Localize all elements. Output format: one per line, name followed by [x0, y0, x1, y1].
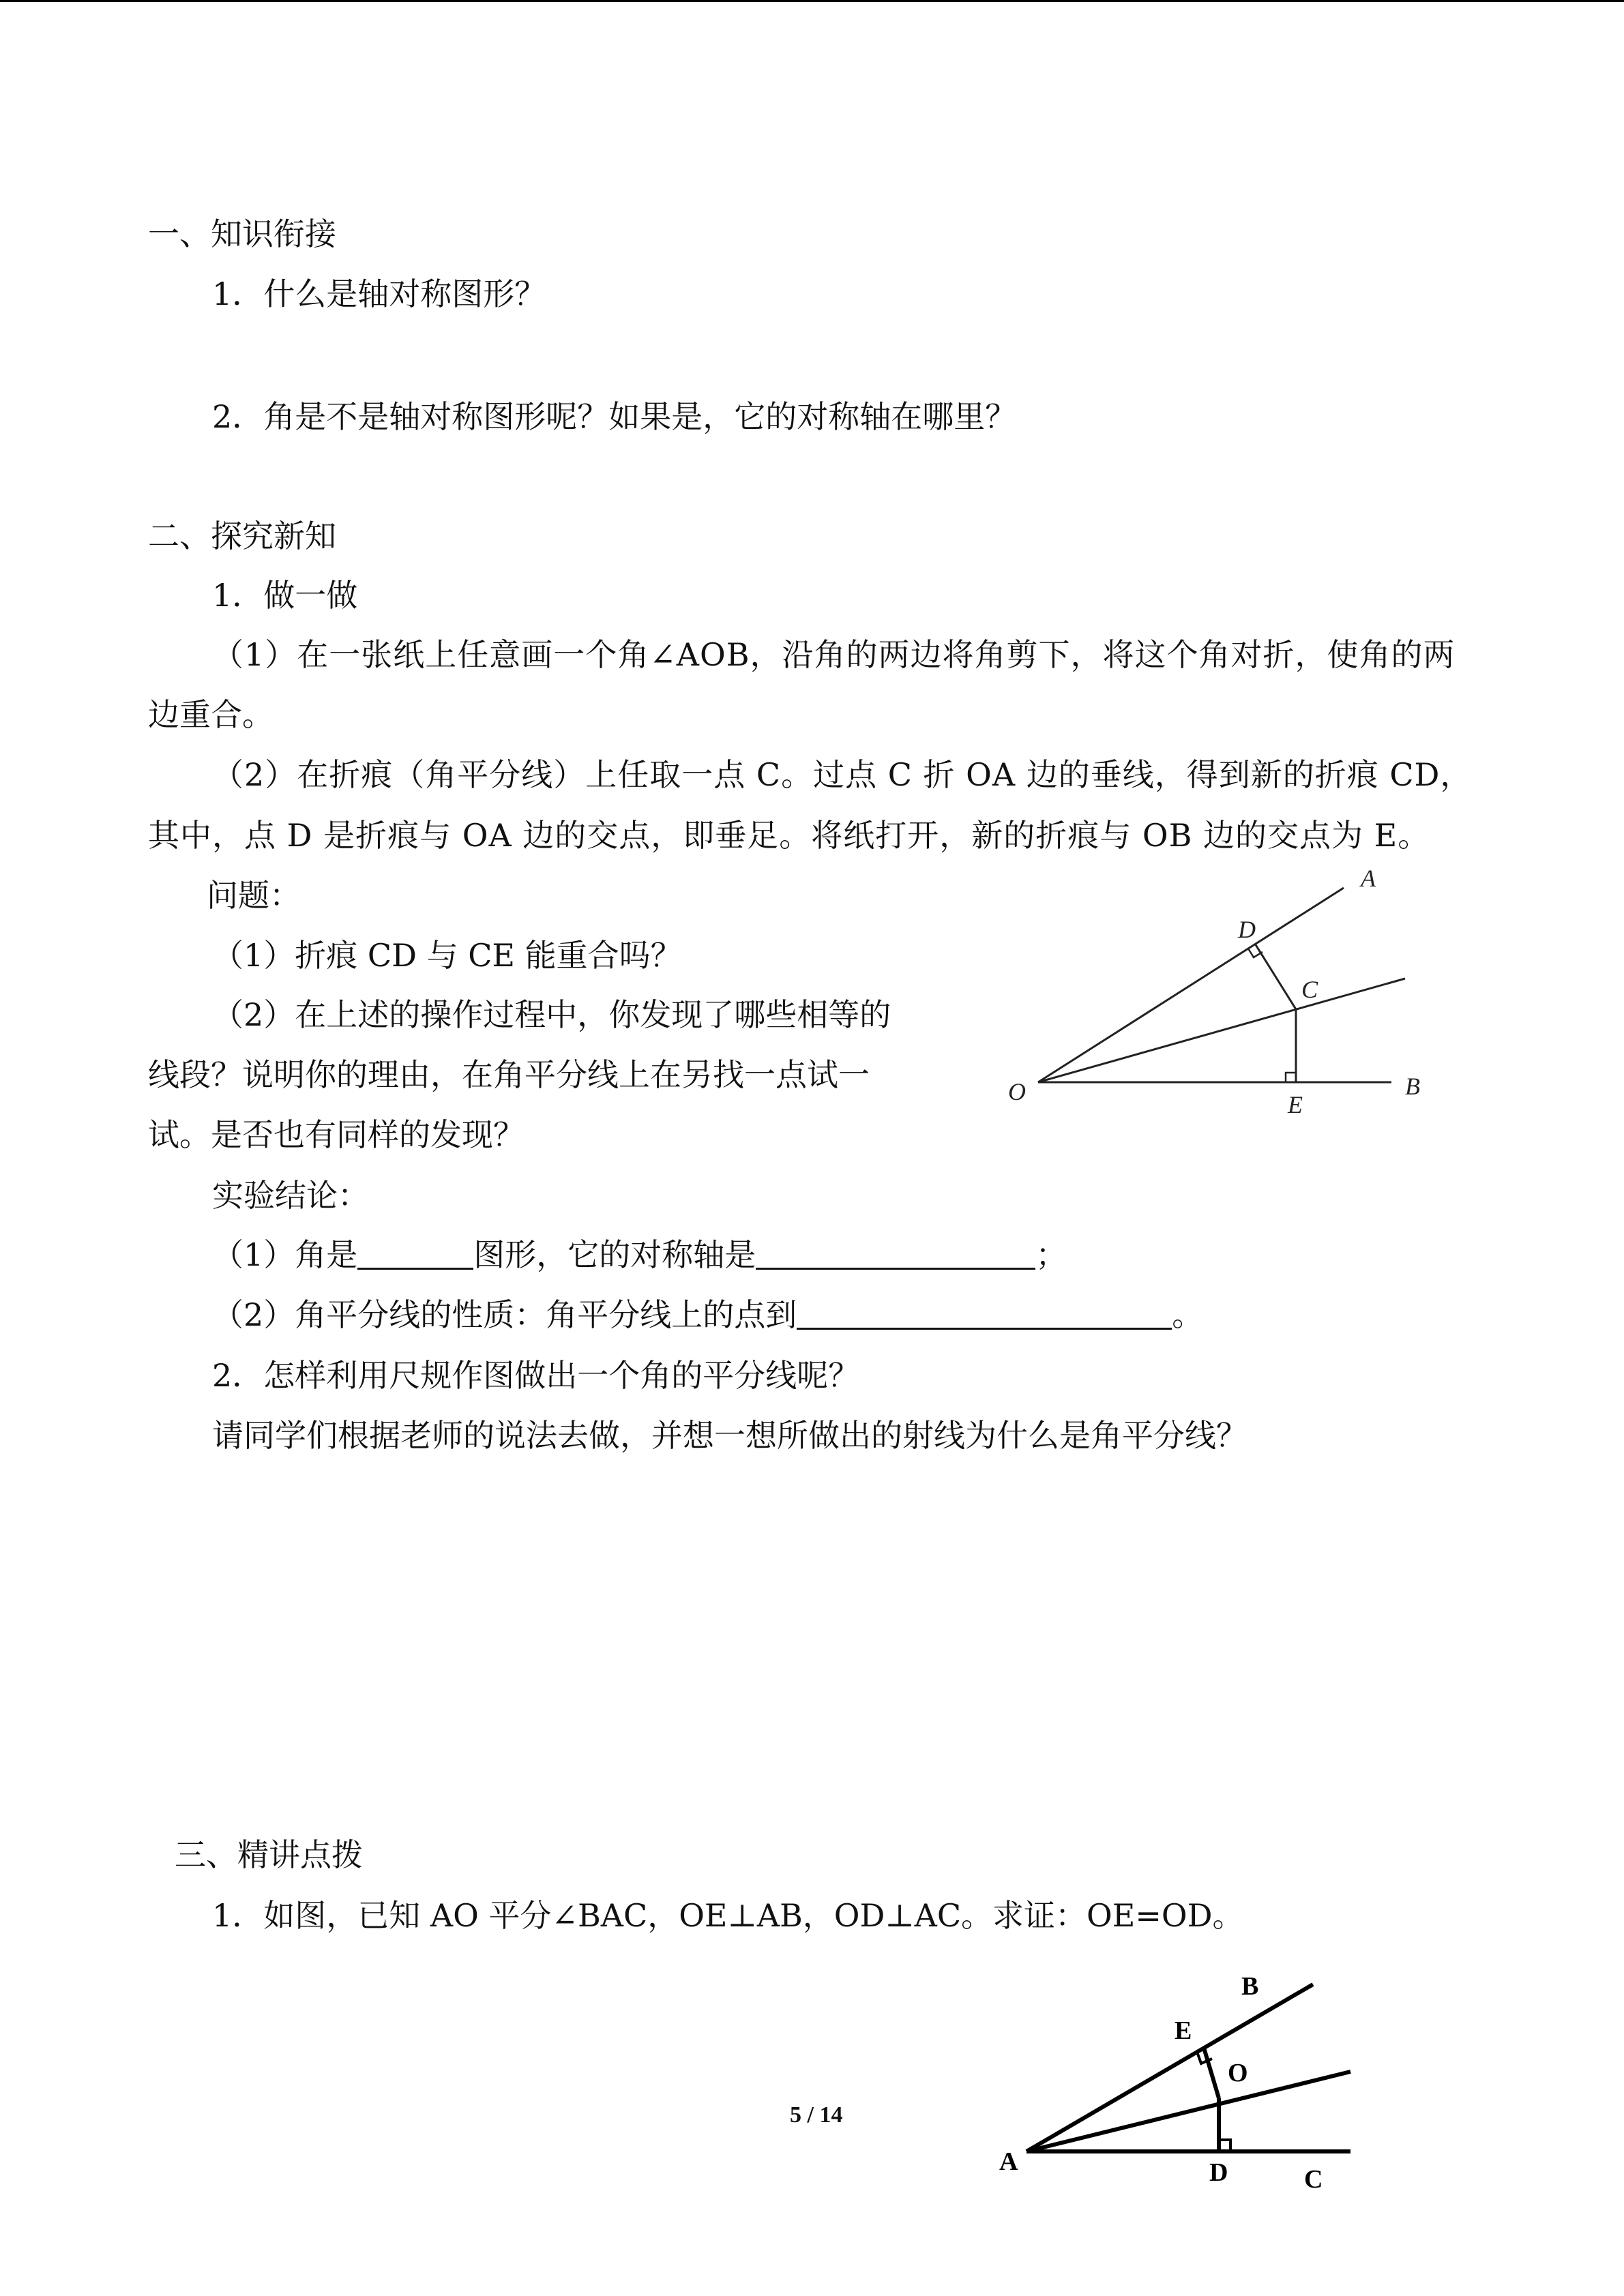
figure-proof: [982, 1964, 1405, 2209]
label-d2: D: [1209, 2158, 1228, 2187]
label-b2: B: [1241, 1972, 1259, 2001]
construction-text: 请同学们根据老师的说法去做，并想一想所做出的射线为什么是角平分线？: [212, 1417, 1247, 1454]
label-o2: O: [1228, 2059, 1248, 2087]
section-2-title: 二、探究新知: [148, 518, 336, 554]
question-a: （1）折痕 CD 与 CE 能重合吗？: [212, 937, 682, 974]
question-b-line-2: 线段？说明你的理由，在角平分线上在另找一点试一: [148, 1056, 870, 1093]
label-e2: E: [1175, 2016, 1192, 2045]
section-1-title: 一、知识衔接: [148, 215, 336, 252]
label-b: B: [1405, 1073, 1420, 1100]
conclusion-1: [212, 1236, 1067, 1274]
blank-2[interactable]: [756, 1238, 1035, 1270]
label-c2: C: [1304, 2165, 1323, 2194]
ray-oa: [1038, 888, 1344, 1082]
question-b-line-3: 试。是否也有同样的发现？: [148, 1116, 525, 1153]
conclusion-1-text-c: ；: [1035, 1236, 1067, 1273]
conclusion-2-text-b: 。: [1172, 1296, 1204, 1333]
subsection-construction: 2．怎样利用尺规作图做出一个角的平分线呢？: [212, 1357, 860, 1394]
label-o: O: [1008, 1078, 1026, 1105]
label-e: E: [1288, 1091, 1303, 1118]
paragraph-2-line-2: 其中，点 D 是折痕与 OA 边的交点，即垂足。将纸打开，新的折痕与 OB 边的交点为 E。: [148, 817, 1430, 854]
example-1: 1．如图，已知 AO 平分∠BAC，OE⊥AB，OD⊥AC。求证：OE=OD。: [212, 1897, 1244, 1934]
paragraph-1-line-2: 边重合。: [148, 696, 274, 733]
ray-ab: [1027, 1984, 1313, 2151]
paragraph-2-line-1: （2）在折痕（角平分线）上任取一点 C。过点 C 折 OA 边的垂线，得到新的折痕 CD，: [212, 756, 1473, 793]
segment-oe: [1204, 2048, 1219, 2098]
right-angle-mark-e: [1286, 1073, 1296, 1082]
figure-angle-bisector: [989, 859, 1453, 1132]
blank-1[interactable]: [357, 1238, 473, 1270]
conclusion-label: 实验结论：: [212, 1177, 369, 1214]
questions-label: 问题：: [207, 877, 301, 914]
bisector-oc: [1038, 979, 1405, 1082]
conclusion-2: [212, 1296, 1203, 1334]
conclusion-1-text-b: 图形，它的对称轴是: [473, 1236, 756, 1273]
conclusion-1-text-a: （1）角是: [212, 1236, 358, 1273]
paragraph-1-line-1: （1）在一张纸上任意画一个角∠AOB，沿角的两边将角剪下，将这个角对折，使角的两: [212, 636, 1456, 673]
page-number: 5 / 14: [790, 2102, 843, 2128]
page-top-border: [0, 0, 1624, 2]
label-d: D: [1238, 916, 1256, 943]
label-a2: A: [999, 2147, 1018, 2176]
subsection-do-it: 1．做一做: [212, 577, 358, 614]
blank-3[interactable]: [797, 1298, 1172, 1330]
label-a: A: [1361, 865, 1376, 892]
question-b-line-1: （2）在上述的操作过程中，你发现了哪些相等的: [212, 996, 891, 1033]
question-2: 2．角是不是轴对称图形呢？如果是，它的对称轴在哪里？: [212, 398, 1017, 435]
section-3-title: 三、精讲点拨: [175, 1836, 363, 1873]
question-1: 1．什么是轴对称图形？: [212, 275, 546, 312]
label-c: C: [1301, 976, 1318, 1003]
bisector-ao: [1027, 2072, 1350, 2151]
right-angle-mark-d: [1248, 949, 1263, 957]
conclusion-2-text-a: （2）角平分线的性质：角平分线上的点到: [212, 1296, 797, 1333]
